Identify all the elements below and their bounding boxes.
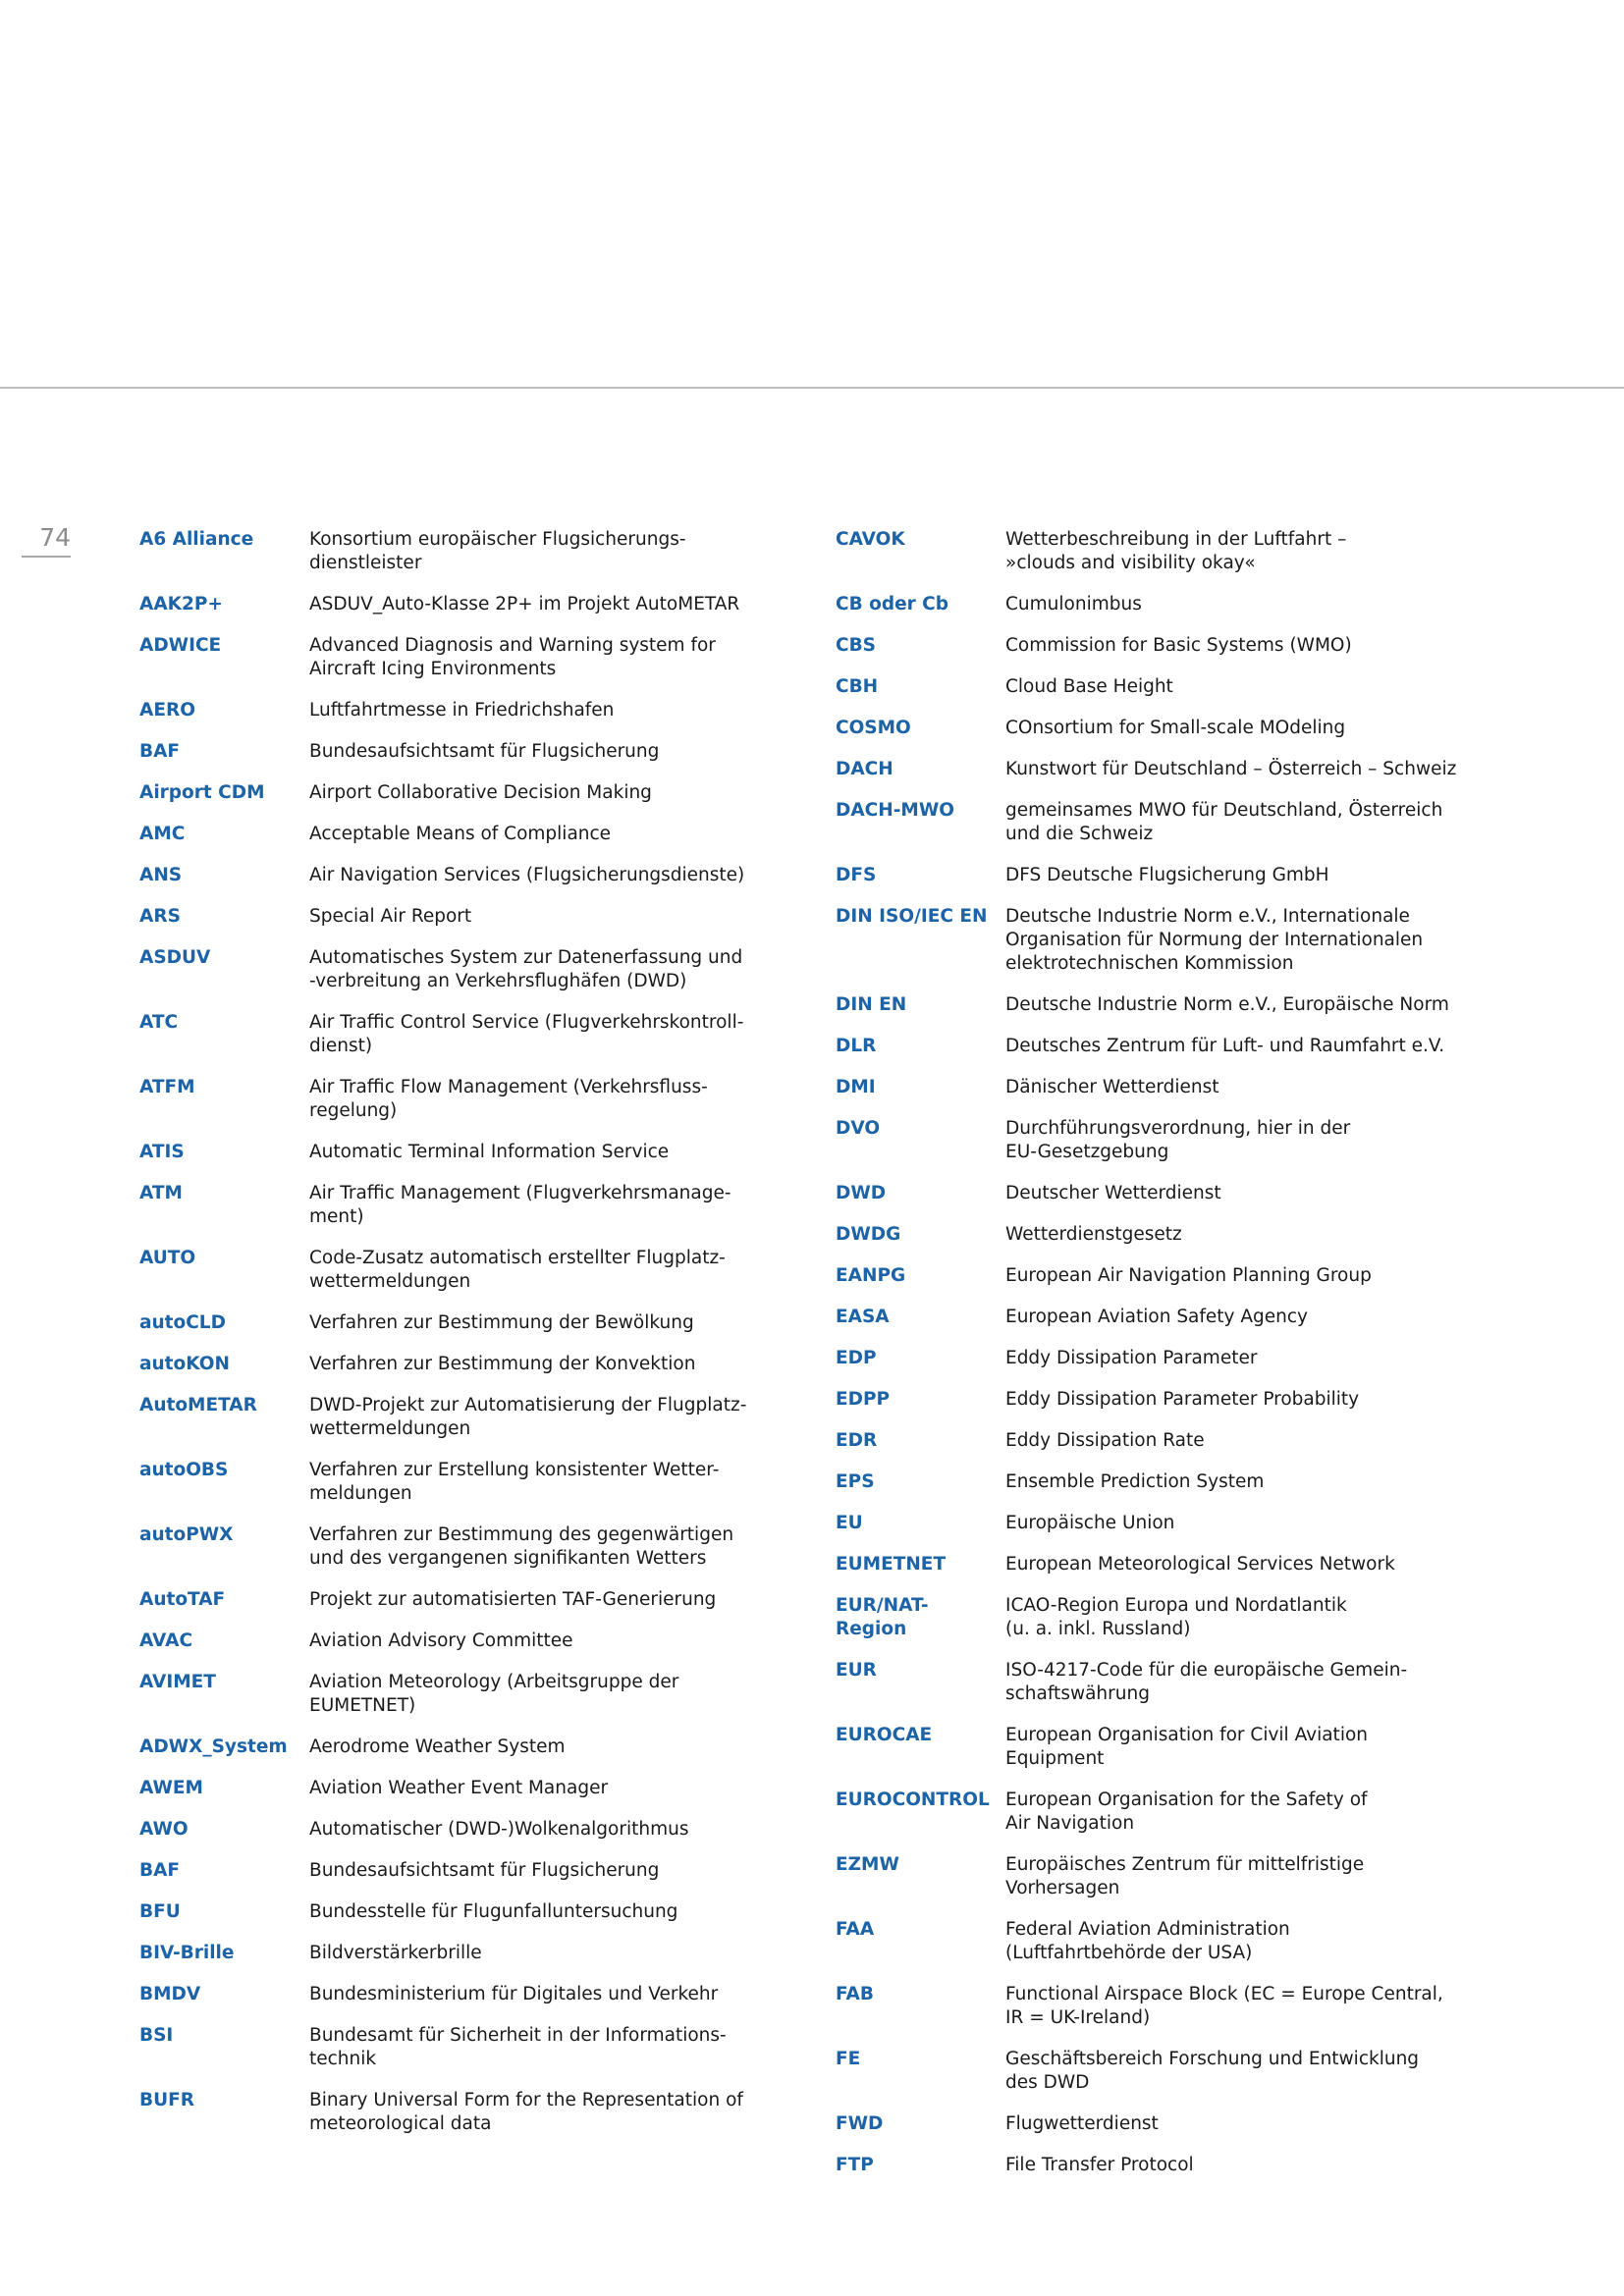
glossary-entry [139, 2024, 817, 2071]
glossary-abbreviation: EUR/NAT- Region [836, 1595, 929, 1639]
glossary-abbreviation: autoCLD [139, 1312, 226, 1333]
glossary-definition: Aerodrome Weather System [309, 1736, 566, 1757]
glossary-abbreviation: autoOBS [139, 1460, 229, 1480]
glossary-entry [836, 675, 1513, 699]
glossary-column-right [836, 528, 1513, 2195]
glossary-entry [139, 1671, 817, 1718]
glossary-abbreviation: BFU [139, 1901, 181, 1922]
glossary-entry [836, 1918, 1513, 1965]
glossary-abbreviation: DLR [836, 1036, 877, 1056]
glossary-definition: DFS Deutsche Flugsicherung GmbH [1005, 865, 1329, 885]
glossary-entry [139, 1141, 817, 1164]
glossary-abbreviation: DVO [836, 1118, 881, 1139]
glossary-definition: Bundesaufsichtsamt für Flugsicherung [309, 1860, 660, 1881]
glossary-abbreviation: BIV-Brille [139, 1943, 235, 1963]
glossary-entry [139, 740, 817, 764]
glossary-abbreviation: AVAC [139, 1630, 193, 1651]
glossary-entry [836, 593, 1513, 616]
glossary-entry [836, 1223, 1513, 1247]
glossary-abbreviation: AUTO [139, 1248, 196, 1268]
glossary-abbreviation: BSI [139, 2025, 174, 2046]
glossary-definition: Eddy Dissipation Parameter [1005, 1348, 1258, 1368]
glossary-entry [139, 699, 817, 722]
glossary-entry [139, 1629, 817, 1653]
glossary-definition: Deutsche Industrie Norm e.V., Internationale Organisation für Normung der Internationalen elektrotechnischen Kommission [1005, 906, 1424, 974]
glossary-entry [139, 781, 817, 805]
glossary-abbreviation: DWDG [836, 1224, 901, 1245]
glossary-definition: Federal Aviation Administration (Luftfahrtbehörde der USA) [1005, 1919, 1290, 1963]
glossary-entry [139, 528, 817, 575]
glossary-entry [836, 1553, 1513, 1576]
glossary-definition: Special Air Report [309, 906, 472, 927]
glossary-definition: Air Traffic Management (Flugverkehrsmanage- ment) [309, 1183, 731, 1227]
glossary-entry [139, 864, 817, 887]
glossary-definition: Binary Universal Form for the Representation of meteorological data [309, 2090, 743, 2134]
glossary-definition: Durchführungsverordnung, hier in der EU-Gesetzgebung [1005, 1118, 1351, 1162]
glossary-abbreviation: FTP [836, 2155, 874, 2175]
glossary-abbreviation: DIN EN [836, 994, 907, 1015]
glossary-entry [836, 1076, 1513, 1099]
glossary-entry [139, 1353, 817, 1376]
glossary-abbreviation: AMC [139, 824, 186, 844]
glossary-entry [139, 1900, 817, 1924]
glossary-abbreviation: AWEM [139, 1778, 203, 1798]
glossary-entry [836, 799, 1513, 846]
glossary-abbreviation: EPS [836, 1471, 875, 1492]
glossary-abbreviation: EDPP [836, 1389, 891, 1410]
glossary-abbreviation: AVIMET [139, 1672, 216, 1692]
glossary-definition: Automatisches System zur Datenerfassung und -verbreitung an Verkehrsflughäfen (DWD) [309, 947, 743, 991]
glossary-abbreviation: ATFM [139, 1077, 195, 1097]
glossary-entry [139, 1942, 817, 1965]
glossary-abbreviation: ARS [139, 906, 181, 927]
glossary-abbreviation: DFS [836, 865, 877, 885]
glossary-abbreviation: BMDV [139, 1984, 201, 2004]
glossary-entry [836, 2154, 1513, 2177]
glossary-definition: Projekt zur automatisierten TAF-Generierung [309, 1589, 717, 1610]
glossary-entry [139, 1459, 817, 1506]
glossary-abbreviation: BAF [139, 741, 181, 762]
glossary-abbreviation: AutoMETAR [139, 1395, 257, 1415]
glossary-abbreviation: AERO [139, 700, 195, 721]
glossary-entry [139, 1588, 817, 1612]
glossary-definition: Flugwetterdienst [1005, 2113, 1159, 2134]
glossary-definition: Aviation Meteorology (Arbeitsgruppe der EUMETNET) [309, 1672, 679, 1716]
glossary-entry [836, 1724, 1513, 1771]
glossary-entry [139, 634, 817, 681]
glossary-entry [836, 1594, 1513, 1641]
glossary-definition: Acceptable Means of Compliance [309, 824, 612, 844]
glossary-definition: European Air Navigation Planning Group [1005, 1265, 1372, 1286]
glossary-entry [139, 1182, 817, 1229]
glossary-abbreviation: EUR [836, 1660, 877, 1681]
glossary-entry [139, 593, 817, 616]
glossary-entry [836, 634, 1513, 658]
glossary-definition: File Transfer Protocol [1005, 2155, 1194, 2175]
glossary-entry [139, 1076, 817, 1123]
glossary-abbreviation: DACH-MWO [836, 800, 954, 821]
glossary-definition: Bundesministerium für Digitales und Verkehr [309, 1984, 719, 2004]
glossary-definition: Deutscher Wetterdienst [1005, 1183, 1221, 1203]
glossary-abbreviation: autoKON [139, 1354, 230, 1374]
glossary-abbreviation: Airport CDM [139, 782, 265, 803]
glossary-entry [836, 1388, 1513, 1412]
glossary-abbreviation: BAF [139, 1860, 181, 1881]
glossary-abbreviation: EUROCAE [836, 1725, 933, 1745]
glossary-entry [836, 1182, 1513, 1205]
glossary-definition: Code-Zusatz automatisch erstellter Flugplatz- wettermeldungen [309, 1248, 726, 1292]
glossary-definition: European Organisation for Civil Aviation Equipment [1005, 1725, 1368, 1769]
glossary-abbreviation: AutoTAF [139, 1589, 226, 1610]
glossary-definition: ISO-4217-Code für die europäische Gemein- schaftswährung [1005, 1660, 1408, 1704]
glossary-abbreviation: DIN ISO/IEC EN [836, 906, 988, 927]
glossary-entry [139, 1247, 817, 1294]
glossary-definition: Ensemble Prediction System [1005, 1471, 1265, 1492]
glossary-entry [139, 1394, 817, 1441]
glossary-definition: Advanced Diagnosis and Warning system for Aircraft Icing Environments [309, 635, 716, 679]
glossary-definition: Air Traffic Flow Management (Verkehrsfluss- regelung) [309, 1077, 708, 1121]
glossary-entry [836, 864, 1513, 887]
glossary-abbreviation: EUROCONTROL [836, 1789, 990, 1810]
glossary-abbreviation: ATC [139, 1012, 179, 1033]
glossary-abbreviation: FWD [836, 2113, 884, 2134]
glossary-entry [139, 1523, 817, 1571]
glossary-definition: Bildverstärkerbrille [309, 1943, 482, 1963]
glossary-abbreviation: FAB [836, 1984, 874, 2004]
glossary-abbreviation: EUMETNET [836, 1554, 947, 1575]
glossary-definition: Eddy Dissipation Rate [1005, 1430, 1205, 1451]
glossary-definition: Bundesstelle für Flugunfalluntersuchung [309, 1901, 678, 1922]
glossary-definition: Luftfahrtmesse in Friedrichshafen [309, 700, 615, 721]
glossary-definition: Automatischer (DWD-)Wolkenalgorithmus [309, 1819, 689, 1840]
glossary-definition: European Organisation for the Safety of Air Navigation [1005, 1789, 1368, 1834]
glossary-definition: Cloud Base Height [1005, 676, 1173, 697]
header-rule [0, 387, 1624, 389]
glossary-definition: Kunstwort für Deutschland – Österreich – Schweiz [1005, 759, 1457, 779]
glossary-definition: Deutsche Industrie Norm e.V., Europäische Norm [1005, 994, 1449, 1015]
glossary-entry [139, 946, 817, 993]
glossary-entry [836, 1470, 1513, 1494]
glossary-entry [836, 2048, 1513, 2095]
glossary-definition: Functional Airspace Block (EC = Europe Central, IR = UK-Ireland) [1005, 1984, 1443, 2028]
glossary-abbreviation: ASDUV [139, 947, 211, 968]
glossary-abbreviation: FAA [836, 1919, 875, 1940]
glossary-definition: Europäische Union [1005, 1513, 1175, 1533]
glossary-entry [139, 1735, 817, 1759]
glossary-abbreviation: ADWX_System [139, 1736, 288, 1757]
glossary-entry [139, 2089, 817, 2136]
glossary-entry [836, 1117, 1513, 1164]
glossary-definition: Airport Collaborative Decision Making [309, 782, 652, 803]
glossary-definition: Verfahren zur Bestimmung des gegenwärtigen und des vergangenen signifikanten Wetters [309, 1524, 734, 1569]
glossary-definition: COnsortium for Small-scale MOdeling [1005, 718, 1346, 738]
glossary-definition: European Aviation Safety Agency [1005, 1307, 1308, 1327]
glossary-abbreviation: BUFR [139, 2090, 195, 2110]
glossary-entry [139, 1818, 817, 1842]
glossary-definition: Aviation Advisory Committee [309, 1630, 573, 1651]
glossary-abbreviation: AAK2P+ [139, 594, 223, 614]
glossary-abbreviation: CBS [836, 635, 877, 656]
glossary-definition: Aviation Weather Event Manager [309, 1778, 609, 1798]
glossary-entry [139, 823, 817, 846]
glossary-definition: Konsortium europäischer Flugsicherungs- dienstleister [309, 529, 686, 573]
glossary-entry [836, 905, 1513, 976]
glossary-abbreviation: CB oder Cb [836, 594, 949, 614]
glossary-definition: Verfahren zur Bestimmung der Konvektion [309, 1354, 696, 1374]
glossary-entry [836, 1264, 1513, 1288]
glossary-abbreviation: ATIS [139, 1142, 185, 1162]
glossary-definition: DWD-Projekt zur Automatisierung der Flugplatz- wettermeldungen [309, 1395, 747, 1439]
glossary-definition: Commission for Basic Systems (WMO) [1005, 635, 1352, 656]
glossary-definition: gemeinsames MWO für Deutschland, Österreich und die Schweiz [1005, 800, 1443, 844]
glossary-entry [836, 1306, 1513, 1329]
glossary-definition: Verfahren zur Erstellung konsistenter Wetter- meldungen [309, 1460, 720, 1504]
glossary-definition: Bundesaufsichtsamt für Flugsicherung [309, 741, 660, 762]
glossary-definition: Cumulonimbus [1005, 594, 1142, 614]
glossary-abbreviation: ANS [139, 865, 183, 885]
glossary-column-left [139, 528, 817, 2154]
glossary-definition: ICAO-Region Europa und Nordatlantik (u. a. inkl. Russland) [1005, 1595, 1347, 1639]
glossary-definition: Wetterbeschreibung in der Luftfahrt – »clouds and visibility okay« [1005, 529, 1347, 573]
glossary-entry [836, 1347, 1513, 1370]
glossary-abbreviation: DACH [836, 759, 893, 779]
glossary-definition: Air Navigation Services (Flugsicherungsdienste) [309, 865, 745, 885]
glossary-abbreviation: autoPWX [139, 1524, 234, 1545]
glossary-abbreviation: EU [836, 1513, 863, 1533]
glossary-entry [836, 1512, 1513, 1535]
glossary-entry [836, 1983, 1513, 2030]
glossary-entry [836, 2112, 1513, 2136]
glossary-abbreviation: EDR [836, 1430, 878, 1451]
glossary-definition: Automatic Terminal Information Service [309, 1142, 670, 1162]
glossary-abbreviation: ADWICE [139, 635, 222, 656]
page-number-rule [22, 556, 71, 558]
glossary-entry [836, 758, 1513, 781]
glossary-definition: ASDUV_Auto-Klasse 2P+ im Projekt AutoMETAR [309, 594, 740, 614]
glossary-entry [836, 1429, 1513, 1453]
glossary-definition: Deutsches Zentrum für Luft- und Raumfahrt e.V. [1005, 1036, 1445, 1056]
glossary-definition: European Meteorological Services Network [1005, 1554, 1395, 1575]
glossary-abbreviation: CBH [836, 676, 879, 697]
glossary-definition: Verfahren zur Bestimmung der Bewölkung [309, 1312, 694, 1333]
glossary-abbreviation: DWD [836, 1183, 887, 1203]
glossary-abbreviation: AWO [139, 1819, 189, 1840]
glossary-abbreviation: FE [836, 2049, 861, 2069]
glossary-definition: Wetterdienstgesetz [1005, 1224, 1182, 1245]
glossary-definition: Dänischer Wetterdienst [1005, 1077, 1219, 1097]
glossary-definition: Geschäftsbereich Forschung und Entwicklung des DWD [1005, 2049, 1420, 2093]
glossary-entry [836, 528, 1513, 575]
glossary-definition: Europäisches Zentrum für mittelfristige Vorhersagen [1005, 1854, 1365, 1898]
glossary-definition: Bundesamt für Sicherheit in der Informations- technik [309, 2025, 727, 2069]
glossary-entry [836, 1035, 1513, 1058]
glossary-abbreviation: ATM [139, 1183, 183, 1203]
glossary-abbreviation: CAVOK [836, 529, 905, 550]
glossary-entry [836, 1659, 1513, 1706]
glossary-abbreviation: DMI [836, 1077, 876, 1097]
glossary-entry [139, 1777, 817, 1800]
glossary-abbreviation: COSMO [836, 718, 911, 738]
glossary-entry [836, 1789, 1513, 1836]
glossary-abbreviation: EANPG [836, 1265, 906, 1286]
glossary-entry [836, 993, 1513, 1017]
glossary-entry [139, 905, 817, 929]
glossary-abbreviation: A6 Alliance [139, 529, 254, 550]
glossary-abbreviation: EZMW [836, 1854, 899, 1875]
glossary-entry [836, 1853, 1513, 1900]
glossary-abbreviation: EDP [836, 1348, 877, 1368]
glossary-entry [139, 1311, 817, 1335]
glossary-abbreviation: EASA [836, 1307, 890, 1327]
glossary-entry [139, 1011, 817, 1058]
glossary-entry [139, 1859, 817, 1883]
glossary-definition: Eddy Dissipation Parameter Probability [1005, 1389, 1360, 1410]
glossary-entry [139, 1983, 817, 2006]
glossary-entry [836, 717, 1513, 740]
page-number: 74 [39, 523, 71, 552]
glossary-definition: Air Traffic Control Service (Flugverkehrskontroll- dienst) [309, 1012, 744, 1056]
